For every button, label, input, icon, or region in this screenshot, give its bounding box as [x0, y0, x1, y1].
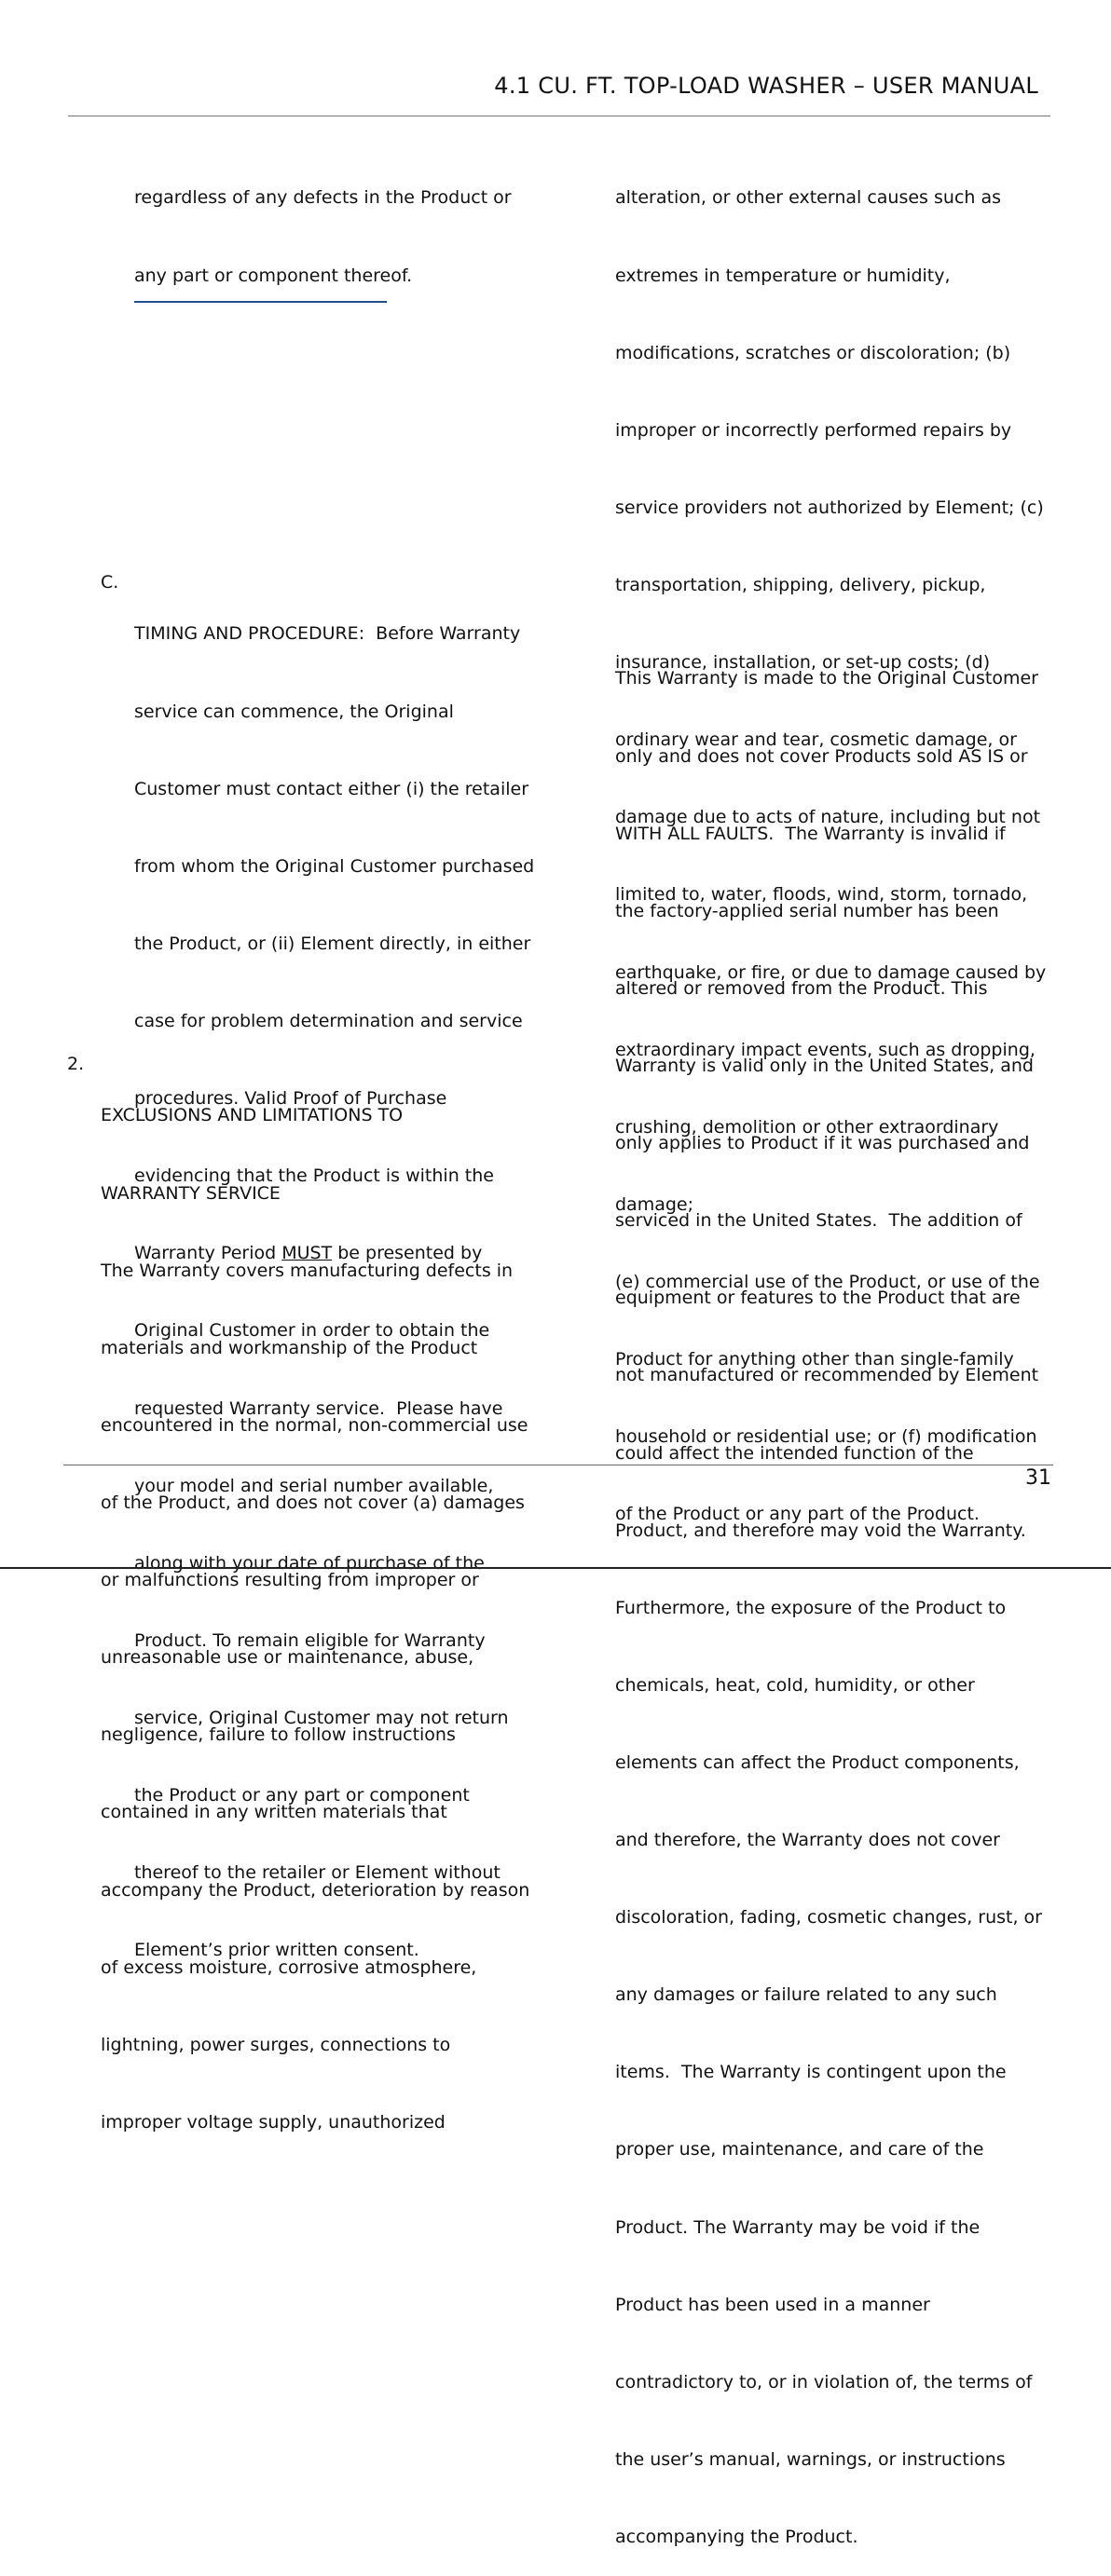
text-line: the Product, or (ii) Element directly, in either	[134, 933, 531, 954]
text-span: of the Product, and	[101, 1492, 276, 1513]
text-line: evidencing that the Product is within the	[134, 1165, 494, 1187]
text-line: damage due to acts of nature, including but not	[615, 807, 1041, 828]
text-span: (a) damages	[406, 1492, 525, 1513]
section-c-marker: C.	[101, 572, 119, 593]
text-line: alteration, or other external causes such as	[615, 187, 1002, 209]
section-2-body	[101, 1052, 529, 2188]
text-line: only applies to Product if it was purchased and	[615, 1133, 1030, 1154]
text-line: any damages or failure related to any such	[615, 1984, 997, 2006]
text-line: This Warranty is made to the Original Customer	[615, 668, 1038, 689]
text-line: unreasonable use or maintenance, abuse,	[101, 1647, 474, 1669]
text-line: your model and serial number available,	[134, 1475, 494, 1496]
text-line: Element’s prior written consent.	[134, 1940, 419, 1961]
text-line: encountered in the normal, non-commercial use	[101, 1414, 528, 1436]
text-line: or malfunctions resulting from improper or	[101, 1570, 479, 1591]
text-line: accompany the Product, deterioration by reason	[101, 1879, 530, 1901]
text-line: regardless of any defects in the Product or	[134, 187, 512, 209]
text-line: Product, and therefore may void the Warranty.	[615, 1520, 1026, 1541]
text-line: requested Warranty service. Please have	[134, 1397, 503, 1419]
does-not-cover-line	[101, 1491, 529, 1517]
right-paragraph-2	[615, 615, 1042, 2576]
text-line: only and does not cover Products sold AS IS or	[615, 745, 1028, 767]
text-line: from whom the Original Customer purchased	[134, 855, 535, 877]
text-line: crushing, demolition or other extraordinary	[615, 1116, 999, 1138]
header-title: 4.1 CU. FT. TOP-LOAD WASHER – USER MANUAL	[494, 73, 1038, 99]
text-line: accompanying the Product.	[615, 2527, 858, 2548]
text-line: elements can affect the Product components,	[615, 1751, 1020, 1773]
text-line: the factory-applied serial number has been	[615, 900, 999, 921]
text-line: Product. To remain eligible for Warranty	[134, 1629, 486, 1651]
text-line: items. The Warranty is contingent upon the	[615, 2062, 1007, 2083]
text-line: extremes in temperature or humidity,	[615, 265, 951, 286]
text-line: Product. The Warranty may be void if the	[615, 2216, 981, 2238]
text-span: be presented by	[332, 1243, 483, 1264]
text-line: Product has been used in a manner	[615, 2294, 930, 2315]
text-line: chemicals, heat, cold, humidity, or other	[615, 1674, 975, 1696]
does-not-cover-emphasis: does not cover	[275, 1492, 407, 1513]
left-intro	[134, 134, 512, 315]
must-emphasis: MUST	[281, 1243, 333, 1264]
text-line: modifications, scratches or discoloration; (b)	[615, 342, 1011, 363]
text-line: serviced in the United States. The addition of	[615, 1210, 1022, 1232]
text-line: (e) commercial use of the Product, or use of the	[615, 1271, 1040, 1292]
text-line: of the Product or any part of the Product.	[615, 1504, 980, 1525]
text-span: Warranty Period	[134, 1243, 282, 1264]
text-line: proper use, maintenance, and care of the	[615, 2139, 984, 2160]
text-line: discoloration, fading, cosmetic changes, rust, or	[615, 1907, 1042, 1929]
text-line: Original Customer in order to obtain the	[134, 1320, 490, 1342]
text-line: insurance, installation, or set-up costs; (d)	[615, 652, 991, 674]
text-line: along with your date of purchase of the	[134, 1552, 485, 1574]
text-line: damage;	[615, 1193, 694, 1215]
text-line: lightning, power surges, connections to	[101, 2034, 451, 2055]
text-line: the user’s manual, warnings, or instructions	[615, 2448, 1006, 2470]
text-line: household or residential use; or (f) modification	[615, 1426, 1037, 1448]
text-line: transportation, shipping, delivery, pickup,	[615, 574, 986, 595]
text-line: the Product or any part or component	[134, 1785, 470, 1806]
section-2-heading: WARRANTY SERVICE	[101, 1182, 281, 1204]
text-span: Before Warranty	[364, 623, 521, 645]
text-line: WITH ALL FAULTS. The Warranty is invalid if	[615, 823, 1006, 844]
text-line: Furthermore, the exposure of the Product to	[615, 1597, 1007, 1618]
text-line: equipment or features to the Product that are	[615, 1288, 1021, 1309]
text-line: thereof to the retailer or Element without	[134, 1862, 501, 1884]
text-line: of excess moisture, corrosive atmosphere,	[101, 1956, 477, 1978]
page-number: 31	[1025, 1466, 1051, 1490]
text-line: case for problem determination and service	[134, 1010, 523, 1031]
text-line: and therefore, the Warranty does not cover	[615, 1830, 1000, 1851]
text-line: procedures. Valid Proof of Purchase	[134, 1088, 447, 1110]
text-line: extraordinary impact events, such as dropping,	[615, 1039, 1036, 1060]
text-line: improper voltage supply, unauthorized	[101, 2111, 446, 2133]
text-line: Product for anything other than single-family	[615, 1349, 1014, 1370]
text-line: materials and workmanship of the Product	[101, 1337, 478, 1358]
text-line: any part or component thereof.	[134, 265, 413, 286]
text-line: service providers not authorized by Element; (c)	[615, 497, 1044, 518]
text-line: Customer must contact either (i) the retailer	[134, 778, 529, 799]
text-line: service, Original Customer may not return	[134, 1707, 509, 1728]
section-c-first-line	[134, 621, 534, 647]
text-line: contradictory to, or in violation of, the terms of	[615, 2371, 1033, 2392]
section-2-marker: 2.	[67, 1054, 85, 1074]
text-line: earthquake, or fire, or due to damage caused by	[615, 961, 1047, 983]
text-line: not manufactured or recommended by Element	[615, 1365, 1039, 1386]
text-line: ordinary wear and tear, cosmetic damage, or	[615, 729, 1017, 751]
text-line: improper or incorrectly performed repairs by	[615, 419, 1012, 441]
text-line: The Warranty covers manufacturing defects in	[101, 1260, 514, 1281]
section-c-heading: TIMING AND PROCEDURE:	[134, 623, 365, 645]
text-line: service can commence, the Original	[134, 701, 454, 722]
footnote-divider	[134, 301, 387, 303]
text-line: altered or removed from the Product. This	[615, 977, 988, 999]
text-line: could affect the intended function of the	[615, 1442, 974, 1464]
section-2-heading: EXCLUSIONS AND LIMITATIONS TO	[101, 1105, 404, 1126]
text-line: contained in any written materials that	[101, 1802, 447, 1823]
text-line: negligence, failure to follow instructions	[101, 1724, 456, 1746]
text-line: limited to, water, floods, wind, storm, tornado,	[615, 884, 1028, 906]
text-line: Warranty is valid only in the United States, and	[615, 1055, 1034, 1076]
